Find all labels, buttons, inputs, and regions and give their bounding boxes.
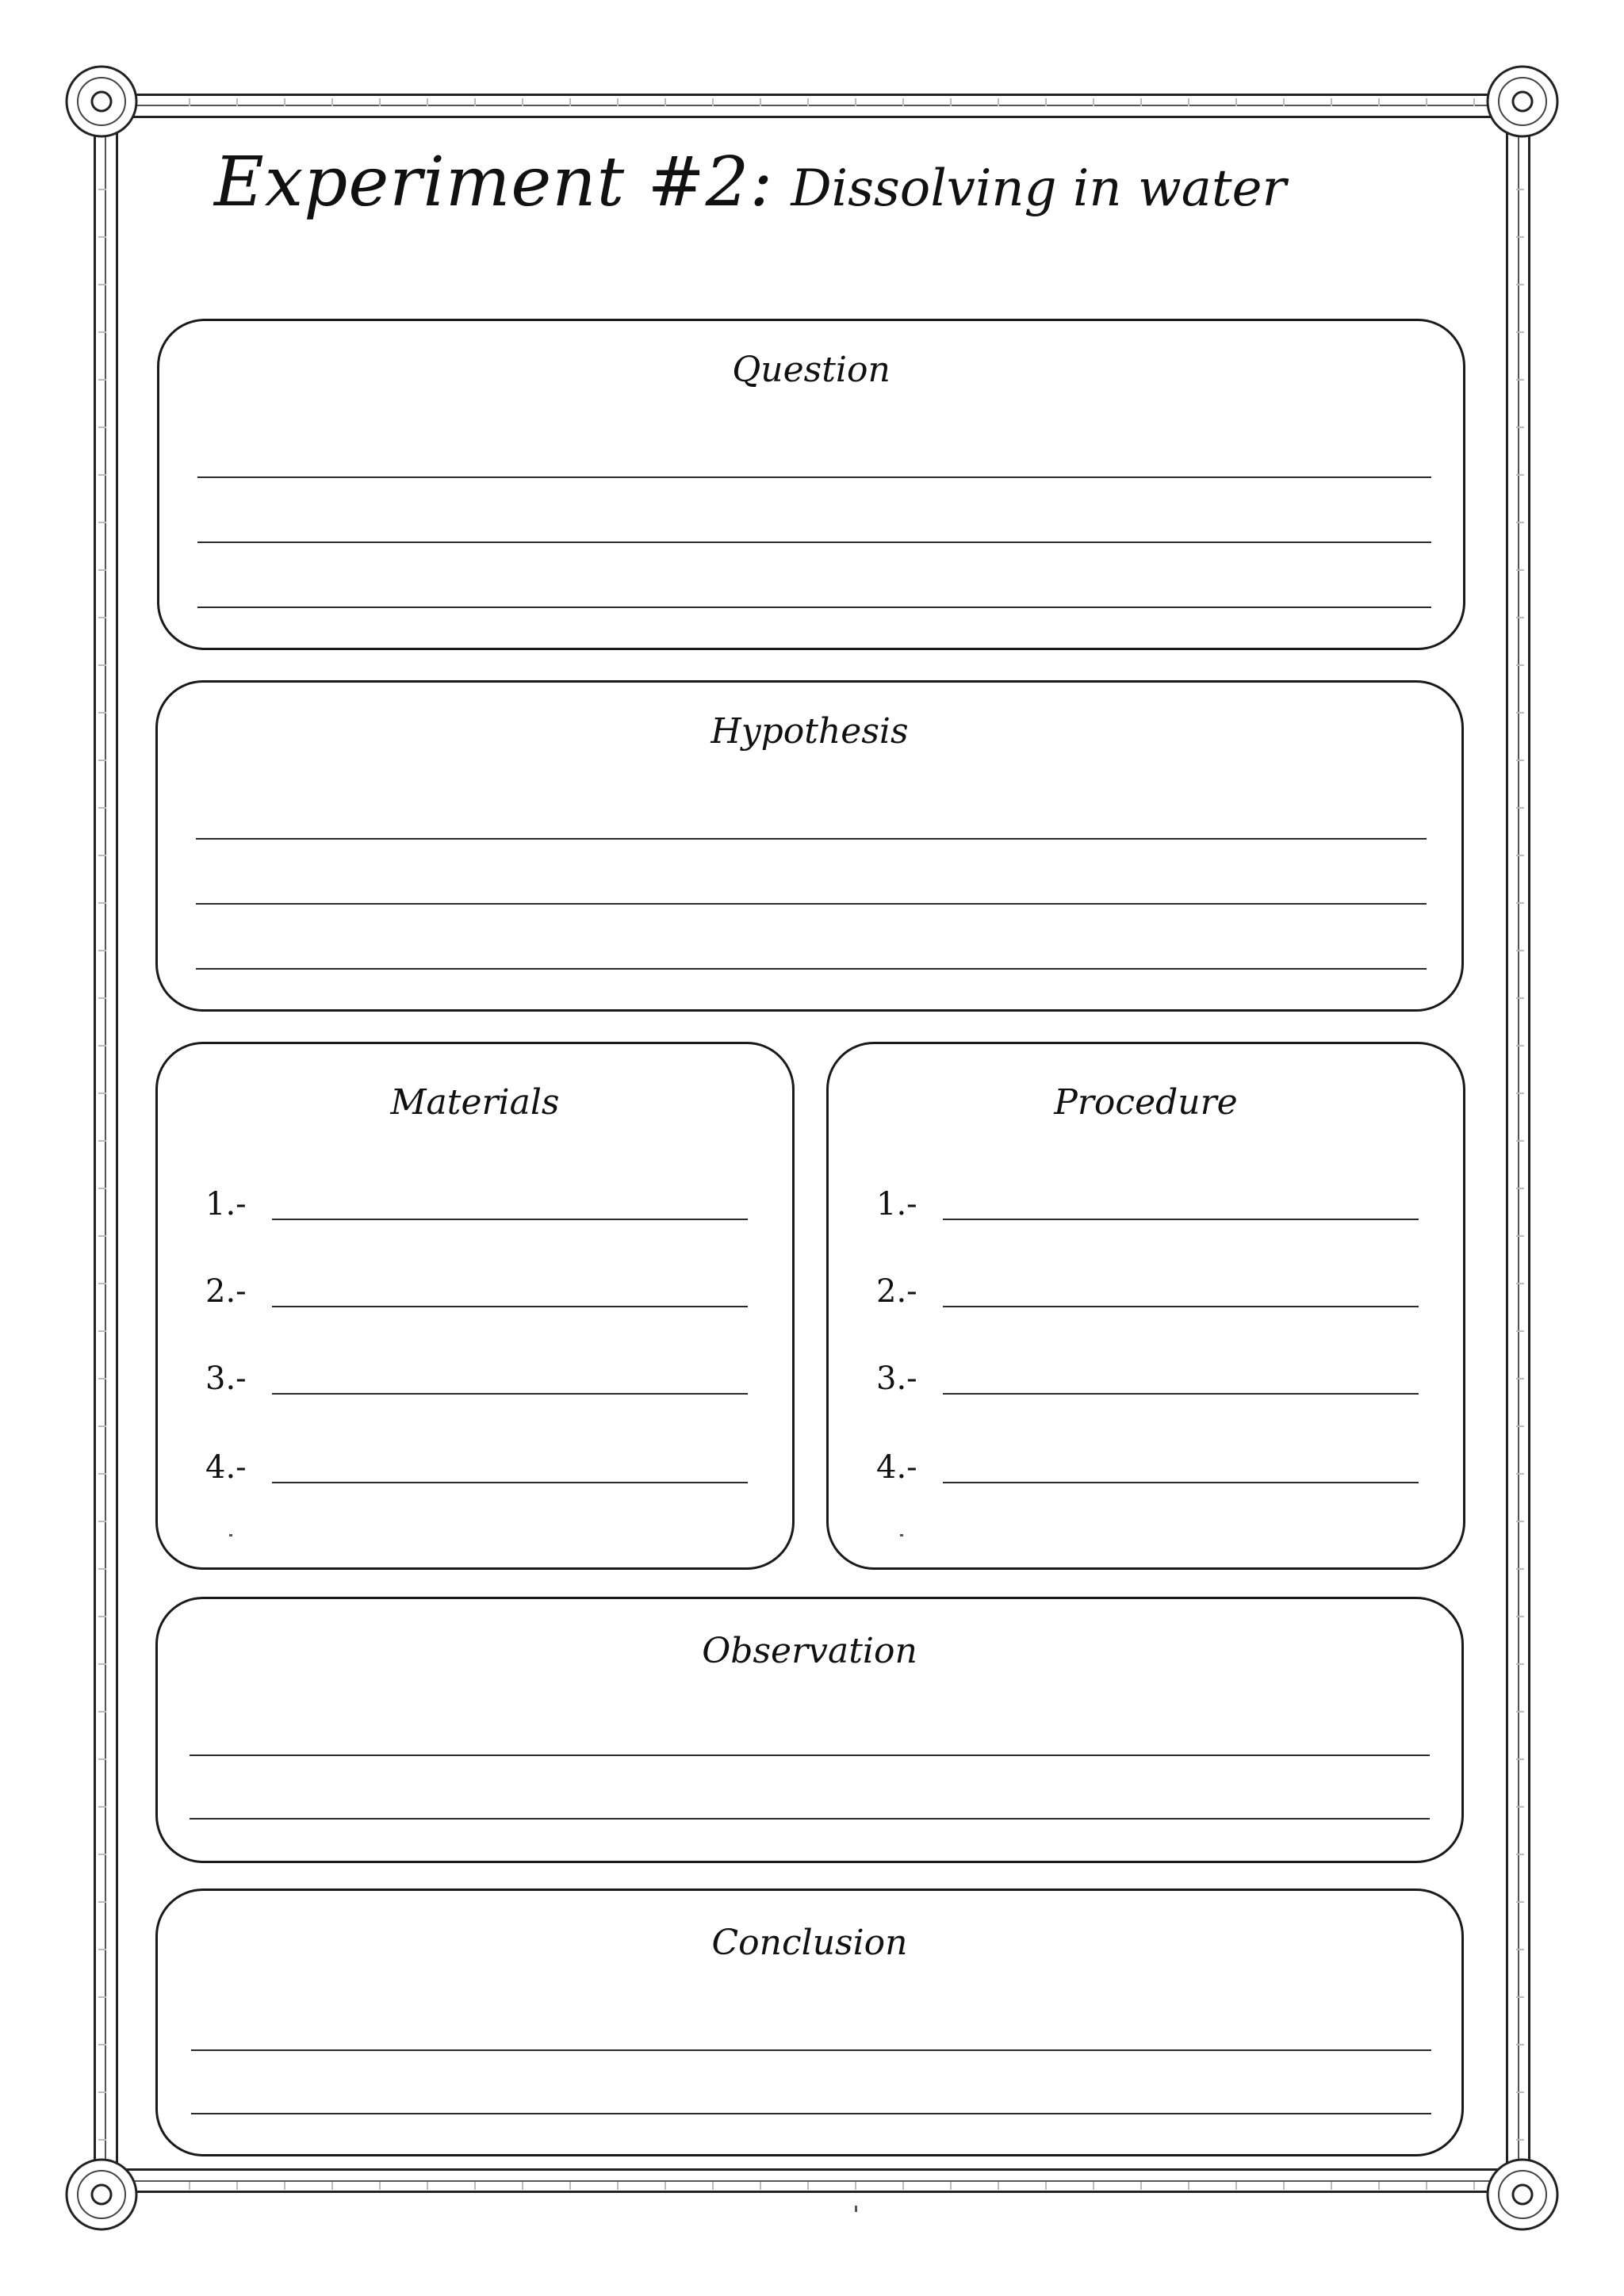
materials-label: Materials bbox=[390, 1082, 560, 1123]
stray-mark bbox=[900, 1534, 903, 1536]
hypothesis-box bbox=[155, 680, 1464, 1012]
materials-item-number: 1.- bbox=[205, 1186, 247, 1223]
procedure-step-number: 4.- bbox=[876, 1449, 917, 1486]
frame-ticks-bottom bbox=[143, 2182, 1483, 2190]
question-line-1[interactable] bbox=[197, 476, 1431, 478]
hypothesis-line-2[interactable] bbox=[196, 903, 1427, 905]
procedure-box bbox=[826, 1042, 1465, 1570]
procedure-step-blank[interactable] bbox=[943, 1463, 1419, 1483]
procedure-step-2[interactable] bbox=[876, 1260, 1431, 1310]
corner-ornament-top-right bbox=[1484, 63, 1561, 140]
materials-item-number: 4.- bbox=[205, 1449, 247, 1486]
conclusion-box bbox=[155, 1888, 1464, 2156]
procedure-label: Procedure bbox=[1054, 1082, 1238, 1123]
materials-item-1[interactable] bbox=[205, 1173, 760, 1223]
title-subtitle: Dissolving in water bbox=[791, 159, 1287, 218]
observation-line-1[interactable] bbox=[190, 1755, 1430, 1756]
observation-label: Observation bbox=[702, 1631, 917, 1671]
procedure-step-number: 1.- bbox=[876, 1186, 917, 1223]
materials-item-blank[interactable] bbox=[272, 1287, 748, 1307]
procedure-step-blank[interactable] bbox=[943, 1200, 1419, 1220]
procedure-step-1[interactable] bbox=[876, 1173, 1431, 1223]
procedure-step-blank[interactable] bbox=[943, 1374, 1419, 1395]
materials-item-2[interactable] bbox=[205, 1260, 760, 1310]
corner-ornament-bottom-right bbox=[1484, 2156, 1561, 2233]
stray-mark bbox=[229, 1534, 232, 1536]
frame-ticks-right bbox=[1516, 143, 1524, 2156]
materials-item-blank[interactable] bbox=[272, 1200, 748, 1220]
procedure-step-number: 2.- bbox=[876, 1273, 917, 1310]
materials-item-3[interactable] bbox=[205, 1347, 760, 1395]
question-line-3[interactable] bbox=[197, 607, 1431, 608]
procedure-step-4[interactable] bbox=[876, 1436, 1431, 1486]
bottom-center-mark bbox=[855, 2206, 857, 2212]
materials-box bbox=[155, 1042, 795, 1570]
materials-item-blank[interactable] bbox=[272, 1374, 748, 1395]
hypothesis-label: Hypothesis bbox=[710, 711, 909, 752]
procedure-step-number: 3.- bbox=[876, 1360, 917, 1397]
title-main: Experiment #2: bbox=[214, 143, 774, 222]
hypothesis-line-1[interactable] bbox=[196, 838, 1427, 840]
worksheet-title bbox=[214, 143, 1483, 238]
question-label: Question bbox=[732, 350, 891, 390]
materials-item-blank[interactable] bbox=[272, 1463, 748, 1483]
frame-ticks-top bbox=[143, 98, 1483, 106]
observation-line-2[interactable] bbox=[190, 1818, 1430, 1820]
materials-item-number: 3.- bbox=[205, 1360, 247, 1397]
question-line-2[interactable] bbox=[197, 541, 1431, 543]
question-box bbox=[157, 319, 1465, 650]
frame-ticks-left bbox=[98, 143, 106, 2156]
materials-item-4[interactable] bbox=[205, 1436, 760, 1486]
procedure-step-blank[interactable] bbox=[943, 1287, 1419, 1307]
corner-ornament-top-left bbox=[63, 63, 140, 140]
conclusion-line-1[interactable] bbox=[191, 2049, 1431, 2051]
corner-ornament-bottom-left bbox=[63, 2156, 140, 2233]
procedure-step-3[interactable] bbox=[876, 1347, 1431, 1395]
materials-item-number: 2.- bbox=[205, 1273, 247, 1310]
observation-box bbox=[155, 1597, 1464, 1863]
conclusion-label: Conclusion bbox=[711, 1923, 908, 1963]
conclusion-line-2[interactable] bbox=[191, 2113, 1431, 2114]
hypothesis-line-3[interactable] bbox=[196, 968, 1427, 970]
